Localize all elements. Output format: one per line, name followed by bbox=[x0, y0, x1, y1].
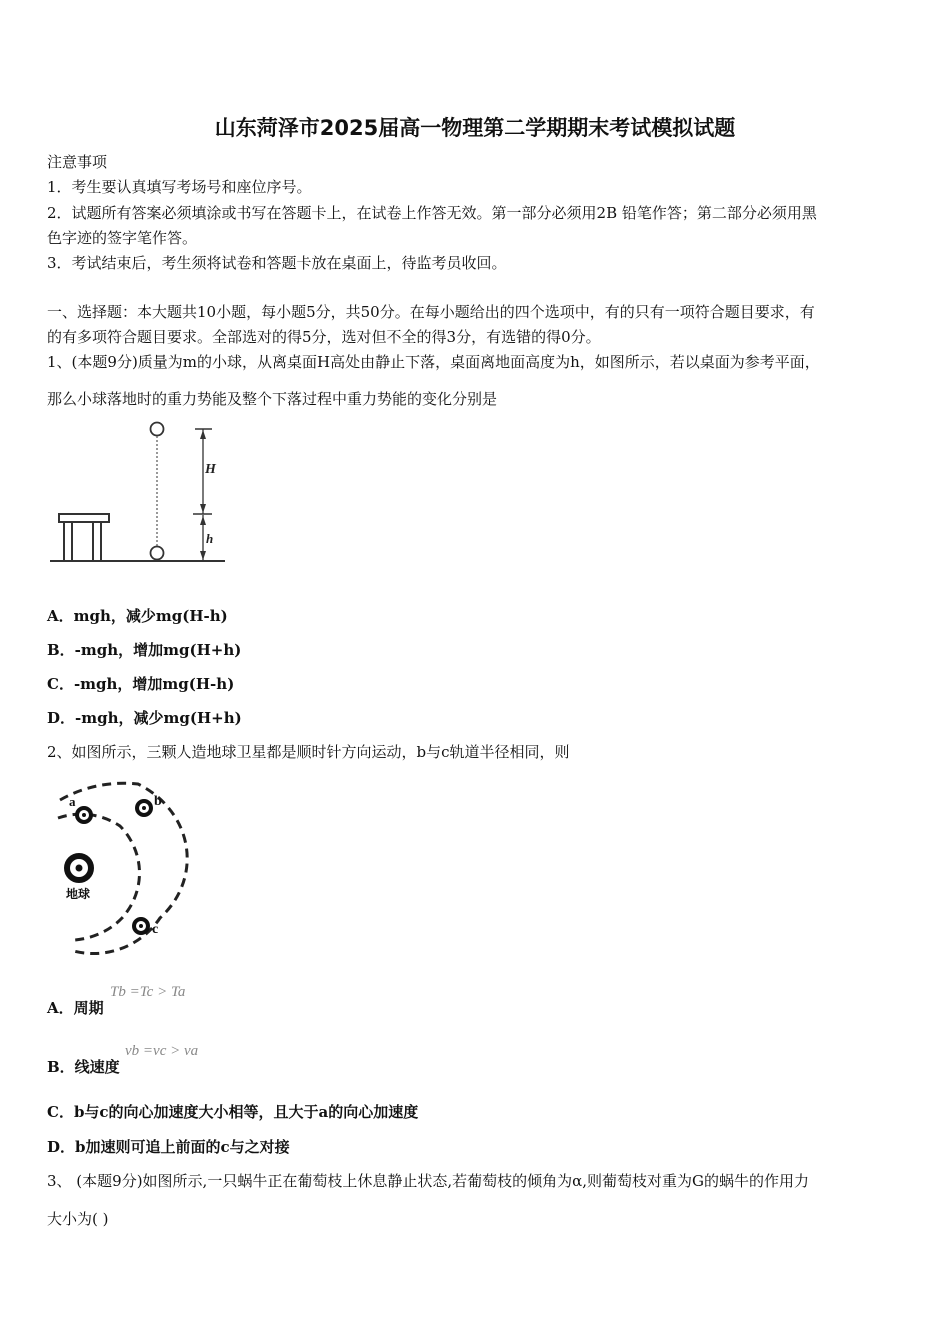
label-H: H bbox=[205, 462, 216, 477]
q2-stem: 2、如图所示，三颗人造地球卫星都是顺时针方向运动，b与c轨道半径相同，则 bbox=[47, 743, 570, 761]
q1-figure bbox=[40, 415, 240, 570]
q2-option-c[interactable]: C．b与c的向心加速度大小相等，且大于a的向心加速度 bbox=[47, 1103, 419, 1121]
ball-bottom bbox=[151, 547, 164, 560]
q1-option-c[interactable]: C．-mgh，增加mg(H-h) bbox=[47, 675, 235, 693]
label-earth: 地球 bbox=[66, 887, 91, 901]
section1-instructions-1: 一、选择题：本大题共10小题，每小题5分，共50分。在每小题给出的四个选项中，有的只有一项符合题目要求，有 bbox=[47, 303, 815, 321]
section1-instructions-2: 的有多项符合题目要求。全部选对的得5分，选对但不全的得3分，有选错的得0分。 bbox=[47, 328, 601, 346]
q1-option-a[interactable]: A．mgh，减少mg(H-h) bbox=[47, 607, 228, 625]
notice-item-2-cont: 色字迹的签字笔作答。 bbox=[47, 229, 198, 247]
label-h: h bbox=[206, 531, 214, 546]
q1-option-d[interactable]: D．-mgh，减少mg(H+h) bbox=[47, 709, 242, 727]
notice-heading: 注意事项 bbox=[47, 153, 108, 171]
page-title: 山东菏泽市2025届高一物理第二学期期末考试模拟试题 bbox=[214, 116, 736, 140]
q3-stem-2: 大小为( ) bbox=[47, 1210, 109, 1228]
ball-top bbox=[151, 423, 164, 436]
label-a: a bbox=[69, 794, 76, 809]
q1-stem-1: 1、(本题9分)质量为m的小球，从离桌面H高处由静止下落，桌面离地面高度为h，如图所示，若以桌面为参考平面， bbox=[47, 353, 820, 371]
q3-stem-1: 3、 (本题9分)如图所示,一只蜗牛正在葡萄枝上休息静止状态,若葡萄枝的倾角为α,则葡萄枝对重为G的蜗牛的作用力 bbox=[47, 1172, 809, 1190]
q1-stem-2: 那么小球落地时的重力势能及整个下落过程中重力势能的变化分别是 bbox=[47, 390, 498, 408]
table-top bbox=[59, 514, 109, 522]
label-b: b bbox=[154, 794, 162, 809]
q2-option-a-label[interactable]: A．周期 bbox=[47, 999, 104, 1017]
notice-item-3: 3．考试结束后，考生须将试卷和答题卡放在桌面上，待监考员收回。 bbox=[47, 254, 507, 272]
table-leg-right bbox=[93, 522, 101, 561]
q2-option-a-formula: Tb =Tc > Ta bbox=[110, 984, 186, 1000]
notice-item-2: 2．试题所有答案必须填涂或书写在答题卡上，在试卷上作答无效。第一部分必须用2B 铅笔作答；第二部分必须用黑 bbox=[47, 204, 817, 222]
q2-option-b-formula: vb =vc > va bbox=[125, 1043, 199, 1059]
q2-option-d[interactable]: D．b加速则可追上前面的c与之对接 bbox=[47, 1138, 290, 1156]
q2-figure bbox=[50, 778, 190, 958]
table-leg-left bbox=[64, 522, 72, 561]
q1-option-b[interactable]: B．-mgh，增加mg(H+h) bbox=[47, 641, 242, 659]
label-c: c bbox=[152, 922, 159, 937]
notice-item-1: 1．考生要认真填写考场号和座位序号。 bbox=[47, 178, 312, 196]
q2-option-b-label[interactable]: B．线速度 bbox=[47, 1058, 120, 1076]
